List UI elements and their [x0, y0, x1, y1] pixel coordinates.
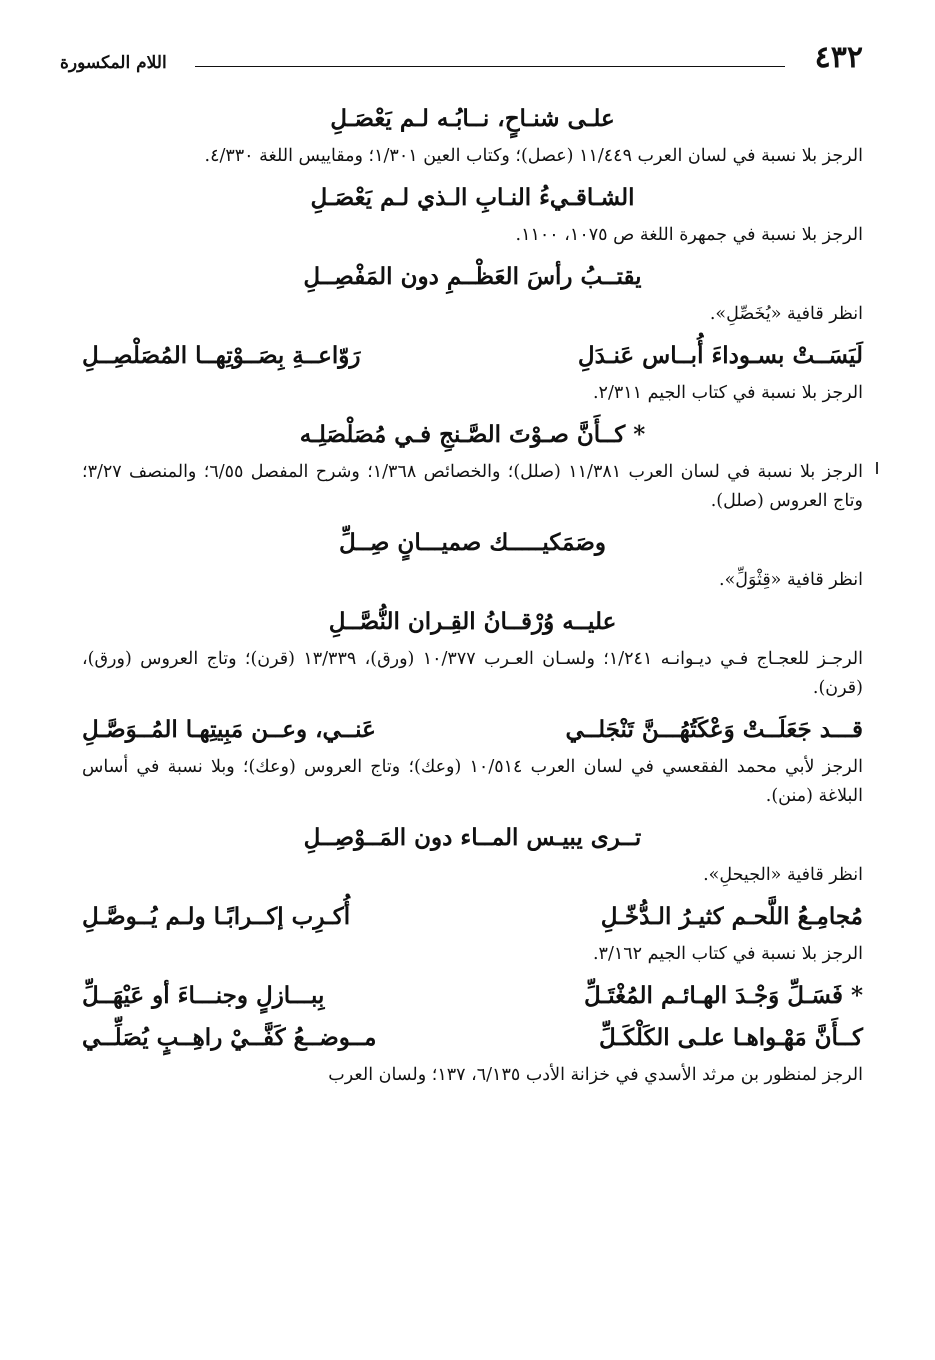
verse-second-hemistich: أُكـرِب إكــرابًـا ولـم يُــوصَّـلِ — [82, 903, 351, 930]
reference-note: انظر قافية «قِثْوَلِّ». — [719, 570, 863, 590]
page-body — [82, 98, 863, 1096]
verse-couplet — [82, 975, 863, 1017]
page-header — [60, 38, 863, 80]
verse-couplet — [82, 1017, 863, 1059]
verse-second-hemistich: رَوّاعــةِ بِصَــوْتِهــا المُصَلْصِــلِ — [82, 342, 361, 369]
verse-first-hemistich: كــأَنَّ مَهْـواهـا علـى الكَلْكَـلِّ — [599, 1024, 863, 1051]
reference-note: انظر قافية «يُخَصِّلِ». — [709, 304, 863, 324]
page-number: ٤٣٢ — [814, 40, 863, 75]
header-rule — [195, 66, 785, 67]
verse-line: تــرى يبيـس المــاء دون المَــوْصِــلِ — [303, 824, 642, 851]
verse-line: علـى شنـاحٍ، نــابُـه لـم يَعْصَـلِ — [330, 105, 615, 132]
reference-note: الرجز بلا نسبة في كتاب الجيم ٣/١٦٢. — [592, 944, 863, 964]
verse-couplet — [82, 896, 863, 938]
reference-note: الرجـز للعجـاج فـي ديـوانـه ١/٢٤١؛ ولسـان العـرب ١٠/٣٧٧ (ورق)، ١٣/٣٣٩ (قرن)؛ وتاج العروس (ورق)، (قرن). — [82, 649, 863, 698]
reference-note: الرجز بلا نسبة في جمهرة اللغة ص ١٠٧٥، ١١٠٠. — [515, 225, 863, 245]
verse-first-hemistich: لَيَسَــتْ بسـوداءَ أُبــاس عَنـدَلِ — [577, 342, 863, 369]
verse-line: * كــأَنَّ صـوْتَ الصَّـنجِ فـي مُصَلْصَلِـه — [299, 421, 646, 448]
verse-line: وصَمَكيـــــك صميـــانٍ صِــلِّ — [339, 529, 606, 556]
verse-line: عليــه وُرْقــانُ القِـران النُّصَّــلِ — [328, 608, 617, 635]
verse-first-hemistich: * فَسَـلِّ وَجْـدَ الهـائـم المُغْتَـلِّ — [584, 982, 863, 1009]
verse-second-hemistich: بِبـــازلٍ وجنـــاءَ أو عَيْهَــلِّ — [82, 982, 325, 1009]
reference-note: الرجز لمنظور بن مرثد الأسدي في خزانة الأدب ٦/١٣٥، ١٣٧؛ ولسان العرب — [328, 1065, 863, 1085]
reference-note: الرجز بلا نسبة في لسان العرب ١١/٣٨١ (صلل)؛ والخصائص ١/٣٦٨؛ وشرح المفصل ٦/٥٥؛ والمنصف ٣/٢٧؛ وتاج العروس (صلل). — [82, 462, 863, 511]
verse-first-hemistich: قـــد جَعَلَــتْ وَعْكَتُهُـــنَّ تَنْجَلــي — [565, 716, 863, 743]
running-title: اللام المكسورة — [60, 53, 167, 73]
verse-line: الشـاقـيءُ النـابِ الـذي لـم يَعْصَـلِ — [310, 184, 635, 211]
reference-note: الرجز لأبي محمد الفقعسي في لسان العرب ١٠/٥١٤ (وعك)؛ وتاج العروس (وعك)؛ وبلا نسبة في أساس البلاغة (منن). — [82, 757, 863, 806]
reference-note: الرجز بلا نسبة في لسان العرب ١١/٤٤٩ (عصل)؛ وكتاب العين ١/٣٠١؛ ومقاييس اللغة ٤/٣٣٠. — [204, 146, 863, 166]
verse-couplet — [82, 709, 863, 751]
verse-second-hemistich: عَنــي، وعــن مَبِيتِهـا المُــوَصَّـلِ — [82, 716, 376, 743]
margin-mark — [876, 462, 878, 474]
verse-first-hemistich: مُجامِـعُ اللَّحـم كثيـرُ الـدُّخّـلِ — [600, 903, 863, 930]
reference-note: الرجز بلا نسبة في كتاب الجيم ٢/٣١١. — [592, 383, 863, 403]
reference-note: انظر قافية «الجيحلِ». — [703, 865, 863, 885]
verse-couplet — [82, 335, 863, 377]
verse-second-hemistich: مــوضــعُ كَفَّــيْ راهِــبٍ يُصَلِّــي — [82, 1024, 377, 1051]
verse-line: يقتــبُ رأسَ العَظْــمِ دون المَفْصِــلِ — [303, 263, 642, 290]
